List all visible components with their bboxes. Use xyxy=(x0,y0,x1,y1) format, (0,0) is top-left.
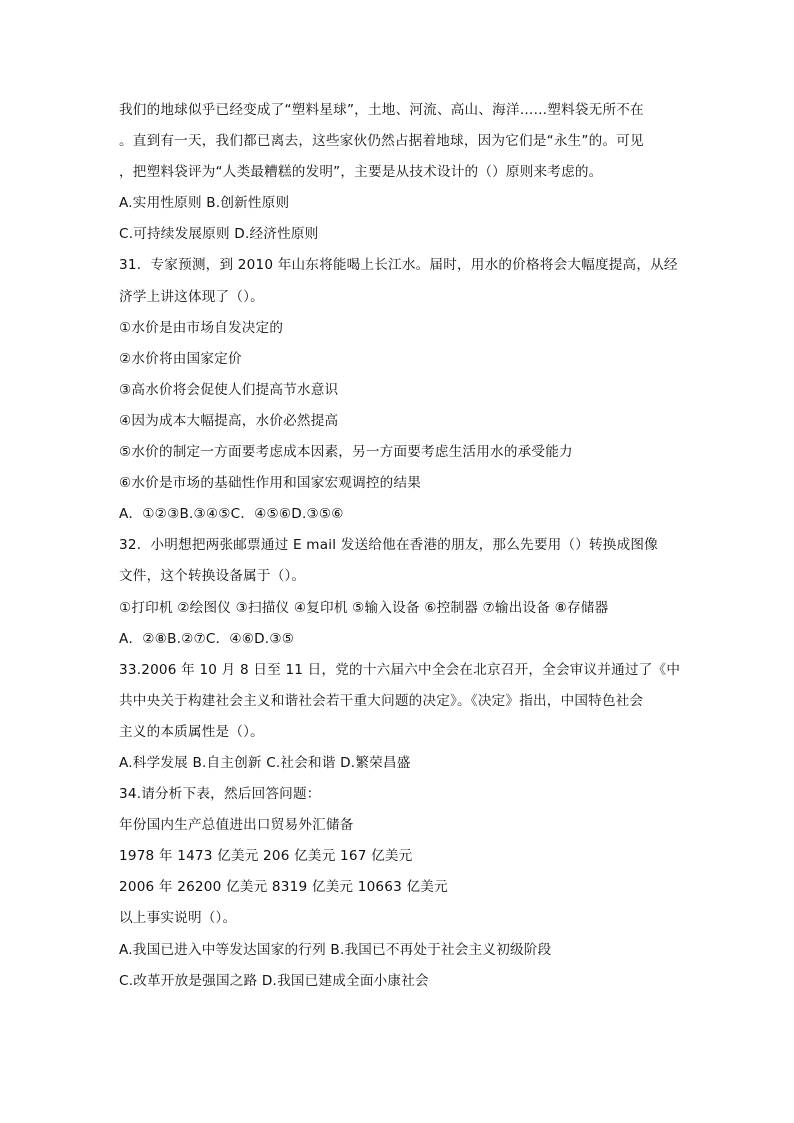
text-line: 。直到有一天，我们都已离去，这些家伙仍然占据着地球，因为它们是“永生”的。可见 xyxy=(119,133,644,150)
text-line: C.改革开放是强国之路 D.我国已建成全面小康社会 xyxy=(119,972,429,989)
text-line: ⑥水价是市场的基础性作用和国家宏观调控的结果 xyxy=(119,475,422,492)
text-line: 共中央关于构建社会主义和谐社会若干重大问题的决定》。《决定》指出，中国特色社会 xyxy=(119,692,644,709)
text-line: 31．专家预测，到 2010 年山东将能喝上长江水。届时，用水的价格将会大幅度提高，从经 xyxy=(119,257,678,274)
text-line: A．②⑧B.②⑦C．④⑥D.③⑤ xyxy=(119,630,295,647)
text-line: ②水价将由国家定价 xyxy=(119,350,242,367)
text-line: A.实用性原则 B.创新性原则 xyxy=(119,195,290,212)
text-line: 34.请分析下表，然后回答问题： xyxy=(119,786,321,803)
text-line: 济学上讲这体现了（）。 xyxy=(119,288,264,305)
text-line: 33.2006 年 10 月 8 日至 11 日，党的十六届六中全会在北京召开，全会审议并通过了《中 xyxy=(119,661,681,678)
text-line: ，把塑料袋评为“人类最糟糕的发明”，主要是从技术设计的（）原则来考虑的。 xyxy=(119,164,603,181)
text-line: 文件，这个转换设备属于（）。 xyxy=(119,568,306,585)
text-line: ④因为成本大幅提高，水价必然提高 xyxy=(119,412,339,429)
text-line: 年份国内生产总值进出口贸易外汇储备 xyxy=(119,817,354,834)
text-line: 32．小明想把两张邮票通过 E mail 发送给他在香港的朋友，那么先要用（）转换成图像 xyxy=(119,537,658,554)
text-line: C.可持续发展原则 D.经济性原则 xyxy=(119,226,319,243)
text-line: A．①②③B.③④⑤C．④⑤⑥D.③⑤⑥ xyxy=(119,506,344,523)
text-line: ①水价是由市场自发决定的 xyxy=(119,319,284,336)
text-line: A.科学发展 B.自主创新 C.社会和谐 D.繁荣昌盛 xyxy=(119,754,411,771)
document-page xyxy=(119,101,679,1003)
text-line: 主义的本质属性是（）。 xyxy=(119,723,264,740)
text-line: ①打印机 ②绘图仪 ③扫描仪 ④复印机 ⑤输入设备 ⑥控制器 ⑦输出设备 ⑧存储器 xyxy=(119,599,609,616)
text-line: ⑤水价的制定一方面要考虑成本因素，另一方面要考虑生活用水的承受能力 xyxy=(119,444,573,461)
text-line: A.我国已进入中等发达国家的行列 B.我国已不再处于社会主义初级阶段 xyxy=(119,941,552,958)
text-line: 2006 年 26200 亿美元 8319 亿美元 10663 亿美元 xyxy=(119,879,448,896)
text-line: 以上事实说明（）。 xyxy=(119,910,237,927)
text-line: 我们的地球似乎已经变成了“塑料星球”，土地、河流、高山、海洋……塑料袋无所不在 xyxy=(119,102,644,118)
text-line: ③高水价将会促使人们提高节水意识 xyxy=(119,381,339,398)
text-line: 1978 年 1473 亿美元 206 亿美元 167 亿美元 xyxy=(119,848,413,865)
